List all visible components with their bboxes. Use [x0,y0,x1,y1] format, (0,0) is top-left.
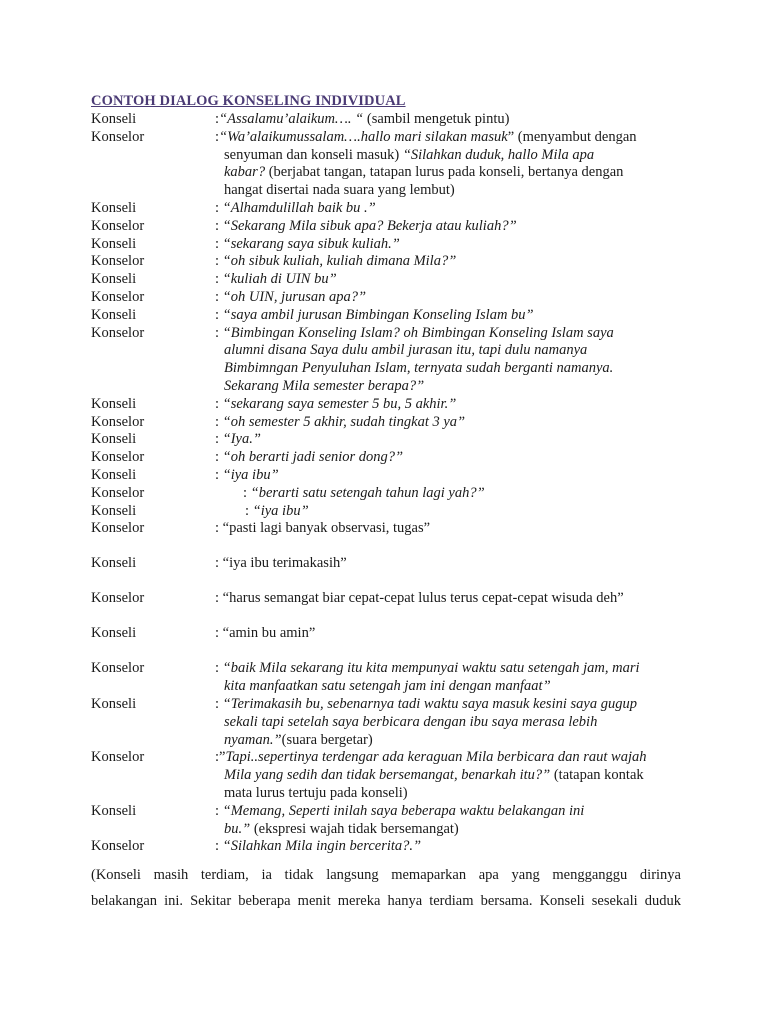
utterance-line [215,218,517,236]
italic-speech: “oh sibuk kuliah, kuliah dimana Mila?” [222,253,457,270]
plain-text: (sambil mengetuk pintu) [363,111,510,127]
utterance-line [215,467,279,485]
italic-speech: “Iya.” [222,431,261,448]
plain-text: : [215,413,223,430]
italic-speech: “sekarang saya sibuk kuliah.” [222,235,400,252]
plain-text: : [215,306,223,323]
plain-text: : [215,802,223,819]
plain-text: : [215,253,223,270]
plain-text: :” [215,749,226,766]
speaker-label: Konseli [91,271,137,288]
utterance-line [215,253,456,271]
plain-text: : [215,289,223,305]
plain-text: : [215,660,223,677]
plain-text: ” (menyambut dengan [507,128,637,145]
plain-text: : [215,200,223,216]
utterance-line [215,111,509,129]
italic-speech: kabar? [224,164,266,181]
utterance-line [224,767,644,785]
speaker-label: Konseli [91,467,137,483]
utterance-line [215,660,640,678]
utterance-line [224,678,551,696]
speaker-label: Konselor [91,484,145,501]
plain-text: hangat disertai nada suara yang lembut) [224,182,455,199]
utterance-line [215,520,430,538]
italic-speech: “Silahkan Mila ingin bercerita?.” [222,838,422,855]
speaker-label: Konseli [91,306,137,323]
plain-text: : [215,217,223,234]
plain-text: (berjabat tangan, tatapan lurus pada konseli, bertanya dengan [265,164,624,181]
speaker-label: Konselor [91,253,145,270]
speaker-label: Konselor [91,520,145,537]
utterance-line [215,129,637,147]
italic-speech: “saya ambil jurusan Bimbingan Konseling Islam bu” [222,306,534,323]
italic-speech: “Sekarang Mila sibuk apa? Bekerja atau kuliah?” [222,217,517,234]
utterance-line [215,838,421,856]
italic-speech: “oh UIN, jurusan apa?” [222,289,367,305]
italic-speech: “oh berarti jadi senior dong?” [222,449,404,466]
italic-speech: nyaman.” [224,731,282,748]
italic-speech: Mila yang sedih dan tidak bersemangat, benarkah itu?” [224,767,551,784]
speaker-label: Konseli [91,200,137,216]
italic-speech: “Terimakasih bu, sebenarnya tadi waktu saya masuk kesini saya gugup [222,696,637,712]
utterance-line [224,360,613,378]
narrative-paragraph [91,862,681,914]
utterance-line [215,555,347,573]
plain-text: : [215,449,223,466]
speaker-label: Konselor [91,838,145,855]
plain-text: mata lurus tertuju pada konseli) [224,784,408,801]
utterance-line [215,449,403,467]
plain-text: : [215,838,223,855]
italic-speech: “Assalamu’alaikum…. “ [219,111,364,127]
speaker-label: Konselor [91,289,145,305]
italic-speech: “Memang, Seperti inilah saya beberapa waktu belakangan ini [222,802,585,819]
utterance-line [215,325,614,343]
plain-text: : [215,271,223,288]
italic-speech: “kuliah di UIN bu” [222,271,337,288]
italic-speech: “Bimbingan Konseling Islam? oh Bimbingan Konseling Islam saya [222,324,614,341]
italic-speech: Bimbimngan Penyuluhan Islam, ternyata sudah berganti namanya. [224,360,614,377]
speaker-label: Konseli [91,235,137,252]
utterance-line [215,590,624,608]
italic-speech: “iya ibu” [252,502,309,519]
speaker-label: Konselor [91,324,145,341]
utterance-line [245,503,309,521]
utterance-line [215,414,465,432]
speaker-label: Konseli [91,111,137,127]
utterance-line [224,785,408,803]
speaker-label: Konselor [91,449,145,466]
plain-text: (suara bergetar) [281,731,373,748]
utterance-line [224,342,587,360]
speaker-label: Konseli [91,802,137,819]
plain-text: : [243,484,251,501]
plain-text: : [215,111,220,127]
plain-text: : [215,395,223,412]
italic-speech: “baik Mila sekarang itu kita mempunyai waktu satu setengah jam, mari [222,660,640,677]
utterance-line [215,289,366,307]
italic-speech: “Wa’alaikumussalam….hallo mari silakan masuk [219,128,508,145]
italic-speech: “oh semester 5 akhir, sudah tingkat 3 ya” [222,413,466,430]
speaker-label: Konselor [91,217,145,234]
utterance-line [215,696,637,714]
utterance-line [215,625,315,643]
speaker-label: Konseli [91,696,137,712]
speaker-label: Konseli [91,431,137,448]
utterance-line [224,378,424,396]
italic-speech: Sekarang Mila semester berapa?” [224,377,425,394]
italic-speech: “iya ibu” [222,467,279,483]
paragraph-line: belakangan ini. Sekitar beberapa menit mereka hanya terdiam bersama. Konseli sesekali duduk [91,893,681,909]
speaker-label: Konseli [91,502,137,519]
italic-speech: sekali tapi setelah saya berbicara dengan ibu saya merasa lebih [224,713,598,730]
speaker-label: Konseli [91,555,137,572]
plain-text: : “harus semangat biar cepat-cepat lulus terus cepat-cepat wisuda deh” [215,590,624,607]
utterance-line [215,396,456,414]
utterance-line [224,147,594,165]
italic-speech: alumni disana Saya dulu ambil jurasan itu, tapi dulu namanya [224,342,588,359]
plain-text: (ekspresi wajah tidak bersemangat) [250,820,459,837]
plain-text: : “iya ibu terimakasih” [215,555,347,572]
plain-text: : [215,324,223,341]
utterance-line [224,164,623,182]
plain-text: senyuman dan konseli masuk) [224,146,403,163]
utterance-line [224,714,597,732]
plain-text: : “amin bu amin” [215,625,316,642]
italic-speech: “Alhamdulillah baik bu .” [222,200,376,216]
utterance-line [243,485,485,503]
utterance-line [224,821,459,839]
italic-speech: “berarti satu setengah tahun lagi yah?” [250,484,485,501]
speaker-label: Konselor [91,749,145,766]
utterance-line [215,803,584,821]
utterance-line [215,271,337,289]
plain-text: (tatapan kontak [550,767,644,784]
paragraph-line: (Konseli masih terdiam, ia tidak langsung memaparkan apa yang mengganggu dirinya [91,867,681,883]
utterance-line [215,749,647,767]
speaker-label: Konseli [91,395,137,412]
document-title: CONTOH DIALOG KONSELING INDIVIDUAL [91,93,406,109]
utterance-line [215,307,534,325]
speaker-label: Konselor [91,660,145,677]
italic-speech: Tapi..sepertinya terdengar ada keraguan Mila berbicara dan raut wajah [225,749,647,766]
utterance-line [215,236,400,254]
speaker-label: Konselor [91,128,145,145]
plain-text: : [215,431,223,448]
plain-text: : [215,128,220,145]
speaker-label: Konselor [91,590,145,607]
speaker-label: Konselor [91,413,145,430]
italic-speech: bu.” [224,820,251,837]
utterance-line [224,182,455,200]
plain-text: : [215,696,223,712]
speaker-label: Konseli [91,625,137,642]
plain-text: : “pasti lagi banyak observasi, tugas” [215,520,431,537]
plain-text: : [245,502,253,519]
plain-text: : [215,235,223,252]
italic-speech: kita manfaatkan satu setengah jam ini dengan manfaat” [224,678,551,695]
plain-text: : [215,467,223,483]
italic-speech: “Silahkan duduk, hallo Mila apa [402,146,595,163]
utterance-line [224,732,373,750]
utterance-line [215,431,261,449]
italic-speech: “sekarang saya semester 5 bu, 5 akhir.” [222,395,457,412]
utterance-line [215,200,376,218]
